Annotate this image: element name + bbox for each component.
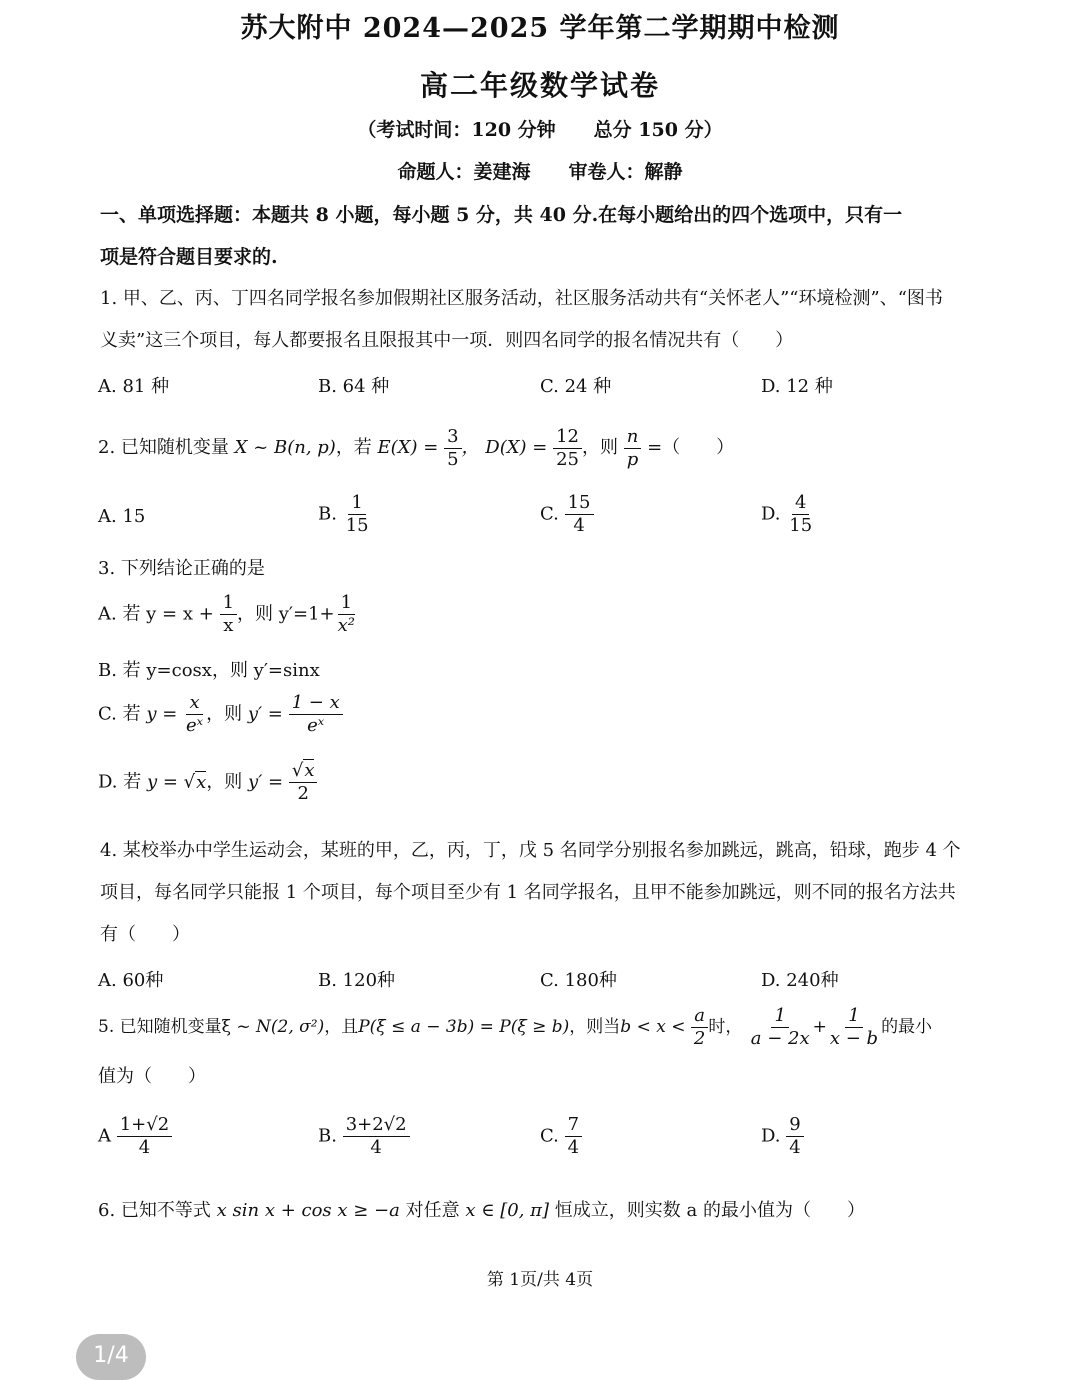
q5-prefix: 5. 已知随机变量ξ ~ bbox=[98, 1017, 251, 1037]
q2-option-b-den: 15 bbox=[345, 515, 369, 536]
q6-inequality: x sin x + cos x ≥ −a bbox=[216, 1200, 400, 1221]
q5-option-b[interactable] bbox=[318, 1114, 410, 1159]
q1-option-a[interactable]: A. 81 种 bbox=[98, 376, 170, 397]
q3-d-mid: ，则 bbox=[206, 771, 243, 793]
q2-ex-num: 3 bbox=[444, 426, 461, 449]
section-heading-line1: 一、单项选择题：本题共 8 小题，每小题 5 分，共 40 分.在每小题给出的四个选项中，只有一 bbox=[100, 204, 903, 226]
q2-option-b-num: 1 bbox=[348, 492, 365, 515]
q3-d-g-den: 2 bbox=[297, 783, 309, 804]
q3-option-c[interactable] bbox=[98, 692, 343, 737]
q4-option-c[interactable]: C. 180种 bbox=[540, 970, 617, 991]
q3-option-a[interactable] bbox=[98, 592, 358, 637]
q5-e2-num: 1 bbox=[845, 1005, 862, 1028]
section-heading bbox=[100, 194, 990, 278]
q5-tail: 的最小 bbox=[881, 1017, 933, 1037]
q5-option-c-num: 7 bbox=[565, 1114, 582, 1137]
q3-a-g-den: x² bbox=[337, 615, 355, 636]
q2-option-d-num: 4 bbox=[792, 492, 809, 515]
q2-np-den: p bbox=[626, 448, 639, 470]
q3-c-f-num: x bbox=[186, 692, 202, 715]
q5-mid: ，且 bbox=[324, 1017, 359, 1037]
q5-expr-fraction-2 bbox=[827, 1005, 881, 1050]
q5-option-a-label: A bbox=[98, 1125, 111, 1147]
q2-if: ，若 bbox=[335, 437, 372, 458]
q5-time: 时， bbox=[708, 1017, 743, 1037]
question-4-line3: 有（ ） bbox=[100, 924, 190, 945]
q1-option-b[interactable]: B. 64 种 bbox=[318, 376, 390, 397]
q3-a-fraction-2 bbox=[335, 592, 358, 637]
q4-option-b[interactable]: B. 120种 bbox=[318, 970, 396, 991]
q3-c-f-den: eˣ bbox=[186, 715, 204, 736]
q2-dx-fraction bbox=[553, 426, 582, 471]
q5-expr-fraction-1 bbox=[748, 1005, 813, 1050]
q5-half-fraction bbox=[691, 1005, 708, 1050]
q2-ex-den: 5 bbox=[447, 448, 459, 470]
q2-option-b[interactable] bbox=[318, 492, 372, 537]
q3-option-b[interactable]: B. 若 y=cosx，则 y′=sinx bbox=[98, 660, 320, 681]
q5-option-a-den: 4 bbox=[138, 1137, 151, 1158]
q2-expectation: E(X) = bbox=[377, 437, 439, 458]
q2-then: ，则 bbox=[582, 437, 619, 458]
exam-title: 苏大附中 2024—2025 学年第二学期期中检测 bbox=[240, 13, 840, 44]
q5-option-b-fraction bbox=[343, 1114, 410, 1159]
q5-distribution: N(2, σ²) bbox=[256, 1017, 325, 1037]
question-1-line1: 1. 甲、乙、丙、丁四名同学报名参加假期社区服务活动，社区服务活动共有“关怀老人”“环境检测”、“图书 bbox=[100, 288, 943, 309]
q3-a-g-num: 1 bbox=[338, 592, 355, 615]
q6-range: x ∈ [0, π] bbox=[465, 1200, 550, 1221]
exam-authors: 命题人：姜建海 审卷人：解静 bbox=[397, 161, 683, 183]
question-5-line2: 值为（ ） bbox=[98, 1066, 206, 1087]
q2-option-d[interactable] bbox=[761, 492, 815, 537]
q5-inequality: b < x < bbox=[620, 1017, 686, 1037]
section-heading-line2: 项是符合题目要求的. bbox=[100, 246, 278, 268]
q5-e2-den: x − b bbox=[829, 1028, 879, 1049]
q5-option-a-fraction bbox=[117, 1114, 172, 1159]
q3-c-y: y = bbox=[146, 703, 178, 725]
exam-info: （考试时间：120 分钟 总分 150 分） bbox=[357, 119, 723, 141]
q2-option-c-den: 4 bbox=[573, 515, 585, 536]
q3-c-g-den: eˣ bbox=[307, 715, 325, 736]
q3-c-fraction-1 bbox=[183, 692, 206, 737]
q3-d-yp: y′ = bbox=[248, 771, 284, 793]
question-4 bbox=[100, 830, 985, 956]
q2-option-a[interactable]: A. 15 bbox=[98, 506, 146, 527]
q3-d-fraction bbox=[289, 760, 318, 805]
q5-option-d-label: D. bbox=[761, 1125, 781, 1147]
q2-option-d-label: D. bbox=[761, 503, 781, 525]
q5-e1-den: a − 2x bbox=[750, 1028, 810, 1049]
question-2 bbox=[98, 420, 983, 476]
q5-option-c-fraction bbox=[565, 1114, 582, 1159]
q3-d-g-num: √x bbox=[289, 760, 318, 783]
question-4-line2: 项目，每名同学只能报 1 个项目，每个项目至少有 1 名同学报名，且甲不能参加跳远，则不同的报名方法共 bbox=[100, 882, 956, 903]
q5-option-d-num: 9 bbox=[786, 1114, 803, 1137]
q2-np-fraction bbox=[624, 426, 642, 471]
q2-option-b-label: B. bbox=[318, 503, 337, 525]
q3-d-y: y = bbox=[146, 771, 184, 793]
q3-c-yp: y′ = bbox=[247, 703, 283, 725]
q3-a-mid: ，则 y′=1+ bbox=[237, 603, 335, 625]
q3-d-prefix: D. 若 bbox=[98, 771, 142, 793]
q5-e1-num: 1 bbox=[771, 1005, 788, 1028]
q5-option-c-label: C. bbox=[540, 1125, 559, 1147]
sqrt-icon: √ bbox=[183, 771, 196, 793]
question-1 bbox=[100, 278, 985, 362]
q5-condition: P(ξ ≤ a − 3b) = P(ξ ≥ b) bbox=[358, 1017, 570, 1037]
q2-option-d-fraction bbox=[786, 492, 815, 537]
q2-np-num: n bbox=[624, 426, 642, 449]
q2-tail: =（ ） bbox=[647, 437, 735, 458]
q2-option-c-num: 15 bbox=[565, 492, 594, 515]
q4-option-d[interactable]: D. 240种 bbox=[761, 970, 839, 991]
question-3: 3. 下列结论正确的是 bbox=[98, 558, 265, 579]
q3-a-f-num: 1 bbox=[220, 592, 237, 615]
q2-option-c[interactable] bbox=[540, 492, 594, 537]
question-5 bbox=[98, 1000, 983, 1054]
q3-a-prefix: A. 若 y = x + bbox=[98, 603, 214, 625]
q3-c-g-num: 1 − x bbox=[289, 692, 343, 715]
q2-dx-num: 12 bbox=[553, 426, 582, 449]
q5-option-b-label: B. bbox=[318, 1125, 337, 1147]
q2-option-b-fraction bbox=[343, 492, 372, 537]
q3-a-fraction-1 bbox=[220, 592, 237, 637]
q5-plus: + bbox=[812, 1017, 827, 1037]
q5-option-a-num: 1+√2 bbox=[117, 1114, 172, 1137]
question-4-line1: 4. 某校举办中学生运动会，某班的甲，乙，丙，丁，戊 5 名同学分别报名参加跳远，跳高，铅球，跑步 4 个 bbox=[100, 840, 961, 861]
q3-option-d[interactable] bbox=[98, 760, 317, 805]
page-indicator[interactable]: 1/4 bbox=[76, 1334, 146, 1380]
q5-option-b-num: 3+2√2 bbox=[343, 1114, 410, 1137]
q3-d-root: x bbox=[196, 771, 207, 793]
page-footer: 第 1页/共 4页 bbox=[486, 1270, 594, 1290]
q2-prefix: 2. 已知随机变量 bbox=[98, 437, 229, 458]
q2-option-c-label: C. bbox=[540, 503, 559, 525]
q1-option-d[interactable]: D. 12 种 bbox=[761, 376, 833, 397]
q2-option-c-fraction bbox=[565, 492, 594, 537]
q5-when: ，则当 bbox=[569, 1017, 621, 1037]
q5-h-num: a bbox=[691, 1005, 708, 1028]
q3-d-g-root: x bbox=[304, 760, 315, 781]
q5-option-d[interactable] bbox=[761, 1114, 804, 1159]
q5-option-c-den: 4 bbox=[567, 1137, 580, 1158]
q6-tail: 恒成立，则实数 a 的最小值为（ ） bbox=[554, 1200, 865, 1221]
q5-option-c[interactable] bbox=[540, 1114, 582, 1159]
q5-option-a[interactable] bbox=[98, 1114, 172, 1159]
q5-option-d-den: 4 bbox=[789, 1137, 801, 1158]
q2-variance: ， D(X) = bbox=[461, 437, 548, 458]
question-6 bbox=[98, 1190, 983, 1232]
q3-c-prefix: C. 若 bbox=[98, 703, 141, 725]
q2-option-d-den: 15 bbox=[789, 515, 813, 536]
question-1-line2: 义卖”这三个项目，每人都要报名且限报其中一项．则四名同学的报名情况共有（ ） bbox=[100, 330, 794, 351]
q3-a-f-den: x bbox=[223, 615, 234, 636]
q2-dx-den: 25 bbox=[556, 448, 580, 470]
q3-c-mid: ，则 bbox=[206, 703, 243, 725]
q2-distribution: X ~ B(n, p) bbox=[234, 437, 336, 458]
q3-c-fraction-2 bbox=[289, 692, 343, 737]
q5-option-b-den: 4 bbox=[370, 1137, 382, 1158]
q4-option-a[interactable]: A. 60种 bbox=[98, 970, 164, 991]
q5-h-den: 2 bbox=[693, 1028, 706, 1049]
q6-mid: 对任意 bbox=[405, 1200, 460, 1221]
q6-prefix: 6. 已知不等式 bbox=[98, 1200, 211, 1221]
q2-ex-fraction bbox=[444, 426, 461, 471]
q1-option-c[interactable]: C. 24 种 bbox=[540, 376, 612, 397]
q5-option-d-fraction bbox=[786, 1114, 803, 1159]
exam-subtitle: 高二年级数学试卷 bbox=[419, 69, 660, 102]
